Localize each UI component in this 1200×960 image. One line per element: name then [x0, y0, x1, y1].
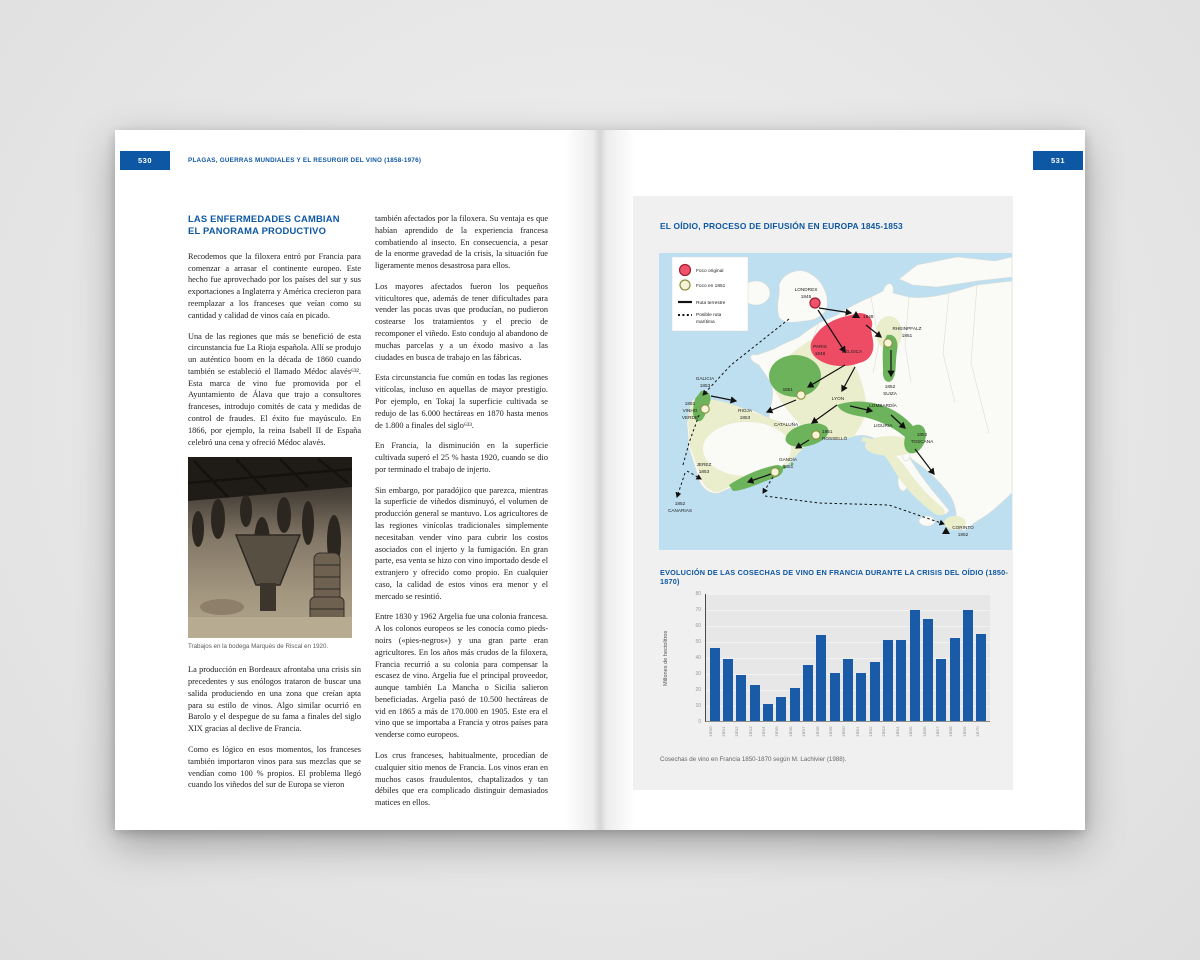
x-tick-label: 1851: [721, 726, 727, 737]
x-tick-label: 1864: [895, 726, 901, 737]
text-columns: [188, 213, 548, 818]
bar-1863: [883, 640, 893, 721]
y-tick-label: 50: [695, 639, 701, 645]
x-tick-label: 1867: [935, 726, 941, 737]
map-label: LYON: [831, 396, 845, 401]
bar-1855: [776, 697, 786, 721]
y-tick-label: 40: [695, 655, 701, 661]
x-tick-label: 1868: [949, 726, 955, 737]
bar-1850: [710, 648, 720, 721]
map-label: CATALUÑA: [773, 422, 799, 427]
x-tick-label: 1861: [855, 726, 861, 737]
map-label: BÉLGICA: [841, 349, 863, 354]
map-label: LOMBARDÍA: [869, 403, 897, 408]
map-label: 1853: [739, 415, 751, 420]
map-label: SUIZA: [883, 391, 897, 396]
bar-1870: [976, 634, 986, 721]
x-tick-label: 1859: [828, 726, 834, 737]
bar-1867: [936, 659, 946, 721]
heading-line-1: LAS ENFERMEDADES CAMBIAN: [188, 213, 340, 224]
bar-1851: [723, 659, 733, 721]
x-tick-label: 1863: [882, 726, 888, 737]
paragraph: Entre 1830 y 1962 Argelia fue una colonia francesa. A los colonos europeos se les conocía como pieds-noirs («pies-negros») y una gran parte eran agricultores. En los años más crudos de la filoxera, Francia recurrió a su colonia para compensar la escasez de vino. Argelia fue el principal proveedor, aunque también La Mancha o Sicilia salieron beneficiadas. Argelia pasó de 10.500 hectáreas de vid en 1865 a más de 170.000 en 1905. Este era el vino que se importaba a Francia y otros países para venderse como europeos.: [375, 612, 548, 740]
heading-line-2: EL PANORAMA PRODUCTIVO: [188, 225, 327, 237]
legend-label: marítima: [696, 320, 715, 325]
x-tick-label: 1862: [869, 726, 875, 737]
page-left: [115, 130, 600, 830]
map-label: PARIS: [813, 344, 827, 349]
bar-1854: [763, 704, 773, 721]
paragraph: En Francia, la disminución en la superficie cultivada superó el 25 % hasta 1920, cuando se dio por terminado el trabajo de injerto.: [375, 441, 548, 474]
map-label: LIGURIA: [873, 423, 893, 428]
map-label: 1851: [822, 429, 833, 434]
paragraph: Sin embargo, por paradójico que parezca, mientras la superficie de viñedos disminuyó, el volumen de producción general se mantuvo. Los agricultores de las regiones vinícolas tradicionales simplemente necesitaban vender vino para cubrir los costos asociados con el injerto y la fumigación. En gran parte, esa venta se hizo con vino importado desde el extranjero y ofrecido como propio. En cualquier caso, la calidad de estos vinos era menor y el mercado se resintió.: [375, 485, 548, 601]
paragraph: Los crus franceses, habitualmente, procedían de cualquier sitio menos de Francia. Los vinos eran en muchos casos fraudulentos, chaptalizados y tan débiles que era complicado distinguir demasiados matices en ellos.: [375, 751, 548, 808]
paragraph: Recodemos que la filoxera entró por Francia para comenzar a arrasar el continente europeo. Este hecho fue aprovechado por los países del sur y sus exportaciones a Inglaterra y América crecieron para reemplazar a los franceses que veían como su cantidad y calidad de vinos caía en picado.: [188, 251, 361, 320]
running-title: PLAGAS, GUERRAS MUNDIALES Y EL RESURGIR DEL VINO (1858-1976): [188, 157, 422, 164]
page-number-right: 531: [1033, 151, 1083, 170]
focus-1851-marker-rheinpfalz: [884, 339, 892, 347]
focus-1851-marker-rossello: [812, 431, 820, 439]
map-title: EL OÍDIO, PROCESO DE DIFUSIÓN EN EUROPA 1845-1853: [660, 221, 903, 231]
bar-1869: [963, 610, 973, 721]
map-label: RIOJA: [738, 408, 752, 413]
focus-1851-marker-france: [797, 391, 805, 399]
chart-plot: [705, 594, 990, 722]
legend-foco-original-swatch: [680, 265, 691, 276]
bar-1862: [870, 662, 880, 721]
x-tick-label: 1853: [748, 726, 754, 737]
bar-1868: [950, 638, 960, 721]
paragraph: Los mayores afectados fueron los pequeños viticultores que, además de tener dificultades para vender las pocas uvas que producían, no pudieron costearse los tratamientos y el precio de recomponer el viñedo. Esto condujo al abandono de muchas parcelas y a un éxodo masivo a las ciudades en busca de trabajo en las fábricas.: [375, 281, 548, 362]
legend-label: Posible ruta: [696, 313, 722, 318]
chart-caption: Cosechas de vino en Francia 1850-1870 según M. Lachivier (1988).: [660, 756, 847, 763]
bar-1852: [736, 675, 746, 721]
bar-1861: [856, 673, 866, 721]
map-label: CANARIAS: [668, 508, 692, 513]
map-label: CORINTO: [952, 525, 974, 530]
bar-1860: [843, 659, 853, 721]
y-tick-label: 80: [695, 591, 701, 597]
chart-y-ticks: [691, 591, 705, 725]
bar-1866: [923, 619, 933, 721]
map-label: 1851: [782, 387, 793, 392]
column-2: [375, 213, 548, 818]
legend-label: Foco original: [696, 269, 724, 274]
x-tick-label: 1865: [909, 726, 915, 737]
infographic-panel: [633, 196, 1013, 790]
y-tick-label: 10: [695, 703, 701, 709]
page-right: [600, 130, 1085, 830]
y-tick-label: 0: [698, 719, 701, 725]
map-label: RHEINPFALZ: [892, 326, 922, 331]
x-tick-label: 1852: [735, 726, 741, 737]
focus-1851-marker-vinho-verde: [701, 405, 709, 413]
legend-label: Ruta terrestre: [696, 301, 726, 306]
map-label: JEREZ: [696, 462, 712, 467]
x-tick-label: 1866: [922, 726, 928, 737]
map-label: 1853: [698, 469, 710, 474]
bar-1857: [803, 665, 813, 721]
chart-title: EVOLUCIÓN DE LAS COSECHAS DE VINO EN FRANCIA DURANTE LA CRISIS DEL OÍDIO (1850-1870): [660, 568, 1008, 586]
x-tick-label: 1856: [788, 726, 794, 737]
y-tick-label: 70: [695, 607, 701, 613]
map-label: GANDÍA: [779, 457, 797, 462]
y-tick-label: 20: [695, 687, 701, 693]
bar-1858: [816, 635, 826, 721]
section-heading: [188, 213, 361, 238]
map-label: 1848: [863, 314, 874, 319]
focus-1851-marker-gandia: [771, 468, 779, 476]
map-label: 1852: [957, 532, 969, 537]
map-label: 1853: [699, 383, 711, 388]
bar-1856: [790, 688, 800, 721]
photo-bodega: [188, 457, 352, 638]
map-label: 1851: [782, 464, 794, 469]
focus-original-marker-londres: [810, 298, 820, 308]
map-label: TOSCANA: [910, 439, 934, 444]
paragraph: también afectados por la filoxera. Su ventaja es que habían aprendido de la experiencia francesa combatiendo al insecto. En consecuencia, a pesar de la enorme gravedad de la crisis, la situación fue ligeramente menos desastrosa para ellos.: [375, 214, 548, 271]
map-label: VINHO: [682, 408, 698, 413]
europe-map: [659, 253, 1012, 550]
map-label: 1852: [916, 432, 928, 437]
map-label: 1852: [674, 501, 686, 506]
map-label: 1851: [901, 333, 913, 338]
paragraph: Esta circunstancia fue común en todas las regiones vitícolas, incluso en aquellas de mayor prestigio. Por ejemplo, en Tokaj la superficie cultivada se redujo de las 6.000 hectáreas en 1870 hasta menos de 1.800 a finales del siglo⁶³³.: [375, 373, 548, 430]
y-tick-label: 30: [695, 671, 701, 677]
map-label: 1851: [684, 401, 696, 406]
map-label: LONDRES: [794, 287, 818, 292]
map-label: 1852: [884, 384, 896, 389]
x-tick-label: 1870: [976, 726, 982, 737]
harvest-chart: [633, 590, 1013, 760]
map-label: GALICIA: [695, 376, 715, 381]
x-tick-label: 1869: [962, 726, 968, 737]
y-tick-label: 60: [695, 623, 701, 629]
x-tick-label: 1854: [762, 726, 768, 737]
map-label: VERDE: [681, 415, 699, 420]
bar-1859: [830, 673, 840, 721]
map-svg: [659, 253, 1012, 550]
paragraph: La producción en Bordeaux afrontaba una crisis sin precedentes y sus enólogos trataron de buscar una salida produciendo en una zona que creían apta para su estilo de vinos. Algo similar ocurrió en Barolo y el despegue de su fama a finales del siglo XIX gracias al declive de Francia.: [188, 665, 361, 734]
x-tick-label: 1857: [802, 726, 808, 737]
bar-1853: [750, 685, 760, 722]
map-legend: [672, 257, 748, 331]
legend-foco-1851-swatch: [680, 280, 690, 290]
page-number-left: 530: [120, 151, 170, 170]
column-1: [188, 213, 361, 818]
map-label: 1845: [800, 294, 812, 299]
photo-caption: Trabajos en la bodega Marqués de Riscal en 1920.: [188, 643, 329, 651]
chart-x-ticks: [705, 726, 990, 748]
bar-1865: [910, 610, 920, 721]
x-tick-label: 1860: [842, 726, 848, 737]
legend-label: Foco en 1851: [696, 284, 726, 289]
paragraph: Una de las regiones que más se benefició de esta circunstancia fue La Rioja española. Allí se produjo un auténtico boom en la década de 1860 cuando también se estableció el llamado Médoc alavés⁶³². Esta marca de vino fue promovida por el Ayuntamiento de Álava que trajo a consultores franceses, introdujo comités de cata y medidas de control de fraudes. El éxito fue mayúsculo. En 1866, por ejemplo, la reina Isabell II de España celebró una cena y ofreció Médoc alavés.: [188, 331, 361, 447]
x-tick-label: 1850: [708, 726, 714, 737]
x-tick-label: 1858: [815, 726, 821, 737]
chart-y-axis-label: Millones de hectolitros: [663, 630, 669, 686]
book-spread: [115, 130, 1085, 830]
map-label: ROSSELLÓ: [822, 436, 848, 441]
paragraph: Como es lógico en esos momentos, los franceses también importaron vinos para sus mezclas que se vendían como 100 % propios. El problema llegó cuando los viñedos del sur de Europa se vieron: [188, 745, 361, 790]
x-tick-label: 1855: [775, 726, 781, 737]
bar-1864: [896, 640, 906, 721]
map-label: 1848: [814, 351, 826, 356]
